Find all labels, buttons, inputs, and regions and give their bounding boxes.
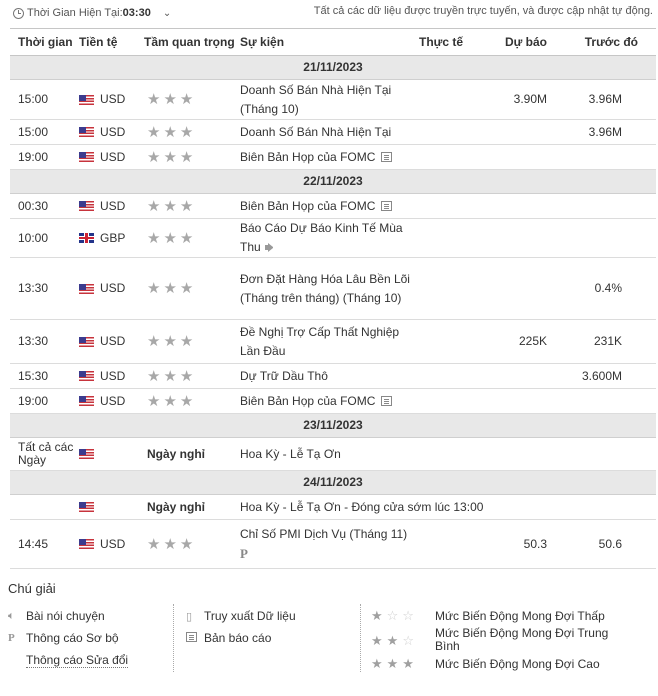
legend-speech-label: Bài nói chuyện	[26, 609, 105, 623]
currency-cell	[79, 80, 144, 120]
current-time-value: 03:30	[122, 7, 151, 19]
us-flag-icon	[79, 449, 94, 459]
current-time-selector[interactable]	[13, 7, 171, 19]
legend-divider	[360, 604, 361, 672]
actual-value	[419, 258, 485, 320]
importance-stars-icon: ★★★	[144, 219, 240, 258]
previous-value: 50.6	[555, 520, 656, 569]
forecast-value	[485, 194, 555, 219]
event-cell[interactable]	[240, 320, 419, 364]
currency-cell	[79, 258, 144, 320]
importance-stars-icon: ★★★	[144, 320, 240, 364]
event-name[interactable]: Dự Trữ Dầu Thô	[240, 368, 328, 383]
legend-preliminary	[8, 627, 128, 649]
actual-value	[419, 364, 485, 389]
event-name[interactable]: Doanh Số Bán Nhà Hiện Tại	[240, 124, 392, 139]
holiday-label: Ngày nghỉ	[144, 495, 240, 520]
actual-value	[419, 520, 485, 569]
forecast-value	[485, 364, 555, 389]
currency-code: GBP	[100, 230, 126, 245]
event-name[interactable]: Chỉ Số PMI Dịch Vụ (Tháng 11)	[240, 526, 408, 541]
table-row[interactable]	[10, 364, 656, 389]
event-time: 13:30	[10, 258, 79, 320]
event-name[interactable]: Đơn Đặt Hàng Hóa Lâu Bền Lõi (Tháng trên tháng) (Tháng 10)	[240, 271, 410, 305]
us-flag-icon	[79, 284, 94, 294]
event-cell[interactable]	[240, 520, 419, 569]
event-name[interactable]: Báo Cáo Dự Báo Kinh Tế Mùa Thu	[240, 221, 403, 254]
economic-calendar-table	[10, 28, 656, 569]
us-flag-icon	[79, 152, 94, 162]
forecast-value	[485, 219, 555, 258]
event-time: 15:30	[10, 364, 79, 389]
event-time: 13:30	[10, 320, 79, 364]
legend-report	[186, 627, 296, 649]
event-time: 19:00	[10, 145, 79, 170]
currency-code: USD	[100, 92, 126, 106]
legend-data-retrieval	[186, 605, 296, 627]
importance-stars-icon: ★★★	[144, 194, 240, 219]
actual-value	[419, 80, 485, 120]
three-star-icon: ★★★	[371, 656, 418, 671]
actual-value	[419, 194, 485, 219]
event-time: 00:30	[10, 194, 79, 219]
table-row[interactable]	[10, 520, 656, 569]
report-icon[interactable]	[381, 201, 392, 211]
date-label: 24/11/2023	[10, 471, 656, 495]
legend-low	[371, 605, 625, 627]
previous-value: 3.96M	[555, 120, 656, 145]
legend-medium	[371, 627, 625, 653]
importance-stars-icon: ★★★	[144, 145, 240, 170]
event-cell[interactable]	[240, 194, 419, 219]
table-row[interactable]	[10, 194, 656, 219]
importance-stars-icon: ★★★	[144, 80, 240, 120]
importance-stars-icon: ★★★	[144, 364, 240, 389]
report-icon[interactable]	[381, 152, 392, 162]
currency-cell	[79, 320, 144, 364]
table-row[interactable]	[10, 80, 656, 120]
holiday-label: Ngày nghỉ	[144, 438, 240, 471]
currency-code: USD	[100, 149, 126, 164]
legend-revised	[8, 649, 128, 671]
event-time: Tất cả các Ngày	[10, 438, 79, 471]
currency-cell	[79, 364, 144, 389]
table-row[interactable]	[10, 495, 656, 520]
previous-value: 3.96M	[555, 80, 656, 120]
col-forecast-header: Dự báo	[485, 29, 555, 56]
event-name[interactable]: Biên Bản Họp của FOMC	[240, 198, 376, 213]
currency-cell	[79, 520, 144, 569]
date-label: 23/11/2023	[10, 414, 656, 438]
col-time-header: Thời gian	[10, 29, 79, 56]
actual-value	[419, 145, 485, 170]
legend-high-label: Mức Biến Động Mong Đợi Cao	[435, 657, 600, 671]
currency-cell	[79, 389, 144, 414]
event-cell[interactable]	[240, 438, 656, 471]
legend-report-label: Bản báo cáo	[204, 631, 272, 645]
currency-code: USD	[100, 198, 126, 213]
currency-code: USD	[100, 281, 126, 295]
previous-value: 0.4%	[555, 258, 656, 320]
table-row[interactable]	[10, 219, 656, 258]
actual-value	[419, 389, 485, 414]
report-icon[interactable]	[381, 396, 392, 406]
us-flag-icon	[79, 95, 94, 105]
speaker-icon[interactable]	[265, 243, 275, 252]
date-row	[10, 414, 656, 438]
event-time: 10:00	[10, 219, 79, 258]
col-previous-header: Trước đó	[555, 29, 656, 56]
previous-value: 231K	[555, 320, 656, 364]
us-flag-icon	[79, 371, 94, 381]
legend-title: Chú giải	[8, 581, 56, 596]
us-flag-icon	[79, 337, 94, 347]
forecast-value	[485, 120, 555, 145]
currency-cell	[79, 120, 144, 145]
col-currency-header: Tiền tệ	[79, 29, 144, 56]
preliminary-icon: P	[8, 632, 15, 644]
legend-col-3	[371, 605, 625, 675]
event-name[interactable]: Doanh Số Bán Nhà Hiện Tại (Tháng 10)	[240, 82, 392, 116]
preliminary-icon: P	[240, 545, 248, 561]
current-time-label: Thời Gian Hiện Tại:	[27, 7, 123, 19]
event-time: 15:00	[10, 120, 79, 145]
importance-stars-icon: ★★★	[144, 520, 240, 569]
us-flag-icon	[79, 502, 94, 512]
currency-code: USD	[100, 368, 126, 383]
date-label: 22/11/2023	[10, 170, 656, 194]
table-row[interactable]	[10, 145, 656, 170]
table-row[interactable]	[10, 258, 656, 320]
event-time: 19:00	[10, 389, 79, 414]
event-cell[interactable]	[240, 495, 656, 520]
forecast-value	[485, 389, 555, 414]
previous-value: 3.600M	[555, 364, 656, 389]
event-name[interactable]: Biên Bản Họp của FOMC	[240, 149, 376, 164]
previous-value	[555, 194, 656, 219]
legend-high	[371, 653, 625, 675]
chevron-down-icon[interactable]: ⌄	[162, 7, 172, 19]
top-bar	[0, 0, 658, 28]
event-cell[interactable]	[240, 120, 419, 145]
us-flag-icon	[79, 201, 94, 211]
actual-value	[419, 320, 485, 364]
forecast-value: 50.3	[485, 520, 555, 569]
date-row	[10, 170, 656, 194]
table-header-row	[10, 29, 656, 56]
legend-data-retrieval-label: Truy xuất Dữ liệu	[204, 609, 296, 623]
event-time	[10, 495, 79, 520]
event-time: 14:45	[10, 520, 79, 569]
event-cell[interactable]	[240, 389, 419, 414]
data-retrieval-icon: ▯	[186, 610, 193, 623]
previous-value	[555, 389, 656, 414]
event-time: 15:00	[10, 80, 79, 120]
legend-col-1	[8, 605, 128, 671]
event-cell[interactable]	[240, 258, 419, 320]
two-star-icon: ★★☆	[371, 632, 418, 648]
one-star-icon: ★☆☆	[371, 608, 418, 623]
importance-stars-icon: ★★★	[144, 120, 240, 145]
legend-revised-label[interactable]: Thông cáo Sửa đổi	[26, 652, 129, 667]
currency-code: USD	[100, 124, 126, 139]
currency-cell	[79, 219, 144, 258]
event-name[interactable]: Hoa Kỳ - Lễ Tạ Ơn - Đóng cửa sớm lúc 13:00	[240, 499, 484, 514]
event-cell[interactable]	[240, 219, 419, 258]
currency-code: USD	[100, 334, 126, 348]
legend-divider	[173, 604, 174, 672]
event-name[interactable]: Đề Nghị Trợ Cấp Thất Nghiệp Lần Đầu	[240, 324, 400, 358]
currency-cell	[79, 495, 144, 520]
report-icon	[186, 632, 204, 644]
date-row	[10, 56, 656, 80]
currency-cell	[79, 438, 144, 471]
col-event-header: Sự kiện	[240, 29, 419, 56]
forecast-value	[485, 145, 555, 170]
table-body	[10, 56, 656, 569]
col-importance-header: Tầm quan trọng	[144, 29, 240, 56]
legend-low-label: Mức Biến Động Mong Đợi Thấp	[435, 609, 605, 623]
actual-value	[419, 120, 485, 145]
previous-value	[555, 219, 656, 258]
clock-icon	[13, 8, 24, 19]
importance-stars-icon: ★★★	[144, 389, 240, 414]
forecast-value	[485, 258, 555, 320]
event-name[interactable]: Hoa Kỳ - Lễ Tạ Ơn	[240, 446, 341, 461]
actual-value	[419, 219, 485, 258]
live-update-note: Tất cả các dữ liệu được truyền trực tuyến, và được cập nhật tự động.	[313, 5, 653, 17]
event-cell[interactable]	[240, 80, 419, 120]
us-flag-icon	[79, 539, 94, 549]
currency-cell	[79, 194, 144, 219]
date-label: 21/11/2023	[10, 56, 656, 80]
previous-value	[555, 145, 656, 170]
currency-code: USD	[100, 393, 126, 408]
speaker-icon: 🔈︎	[8, 609, 15, 622]
us-flag-icon	[79, 396, 94, 406]
uk-flag-icon	[79, 233, 94, 243]
currency-code: USD	[100, 536, 126, 551]
table-row[interactable]	[10, 438, 656, 471]
legend-col-2	[186, 605, 296, 649]
importance-stars-icon: ★★★	[144, 258, 240, 320]
legend-speech	[8, 605, 128, 627]
date-row	[10, 471, 656, 495]
table-row[interactable]	[10, 120, 656, 145]
col-actual-header: Thực tế	[419, 29, 485, 56]
event-name[interactable]: Biên Bản Họp của FOMC	[240, 393, 376, 408]
us-flag-icon	[79, 127, 94, 137]
legend-preliminary-label: Thông cáo Sơ bộ	[26, 631, 119, 645]
table-row[interactable]	[10, 320, 656, 364]
event-cell[interactable]	[240, 364, 419, 389]
currency-cell	[79, 145, 144, 170]
legend-medium-label: Mức Biến Động Mong Đợi Trung Bình	[435, 626, 609, 653]
forecast-value: 3.90M	[485, 80, 555, 120]
forecast-value: 225K	[485, 320, 555, 364]
event-cell[interactable]	[240, 145, 419, 170]
table-row[interactable]	[10, 389, 656, 414]
